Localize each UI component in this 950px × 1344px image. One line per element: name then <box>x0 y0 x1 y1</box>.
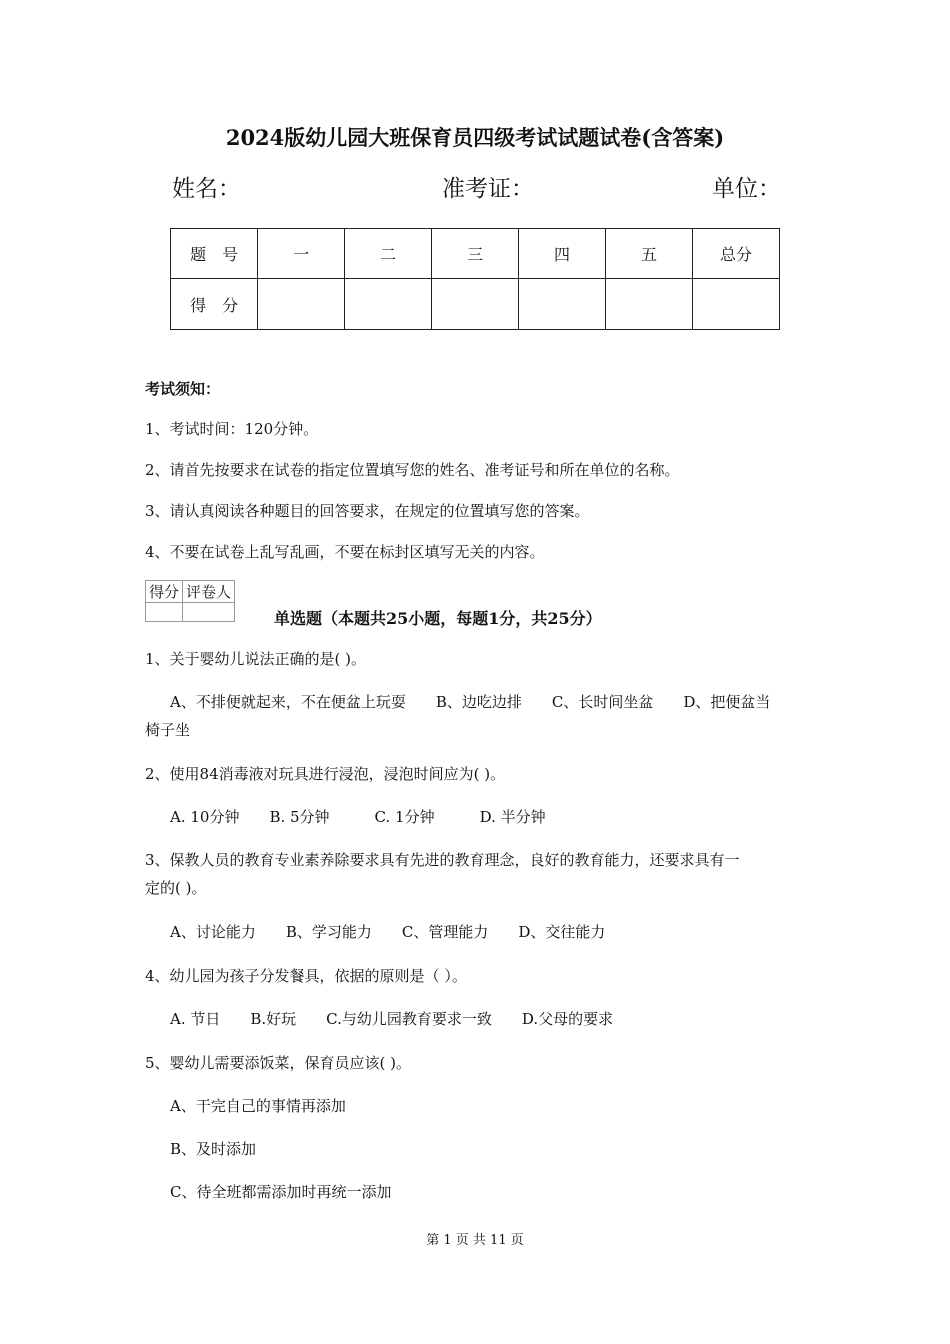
grader-box <box>145 580 235 622</box>
name-field-label: 姓名： <box>172 176 241 202</box>
header-cell-2: 二 <box>345 229 432 279</box>
notice-heading: 考试须知： <box>145 380 221 398</box>
score-cell[interactable] <box>692 279 779 330</box>
score-row-label: 得 分 <box>171 279 258 330</box>
header-cell-total: 总分 <box>692 229 779 279</box>
header-cell-5: 五 <box>606 229 693 279</box>
score-table <box>170 228 780 330</box>
question-3-options: A、讨论能力 B、学习能力 C、管理能力 D、交往能力 <box>170 923 606 941</box>
notice-item: 3、请认真阅读各种题目的回答要求，在规定的位置填写您的答案。 <box>145 502 590 520</box>
header-cell-1: 一 <box>258 229 345 279</box>
question-2-stem: 2、使用84消毒液对玩具进行浸泡，浸泡时间应为( )。 <box>145 765 506 783</box>
question-3-stem-cont: 定的( )。 <box>145 879 207 897</box>
grader-score-label: 得分 <box>146 581 183 603</box>
grader-reviewer-label: 评卷人 <box>183 581 235 603</box>
grader-reviewer-cell[interactable] <box>183 603 235 622</box>
question-2-options: A. 10分钟 B. 5分钟 C. 1分钟 D. 半分钟 <box>170 808 546 826</box>
header-cell-3: 三 <box>432 229 519 279</box>
score-cell[interactable] <box>345 279 432 330</box>
score-cell[interactable] <box>432 279 519 330</box>
question-5-stem: 5、婴幼儿需要添饭菜，保育员应该( )。 <box>145 1054 412 1072</box>
question-3-stem: 3、保教人员的教育专业素养除要求具有先进的教育理念，良好的教育能力，还要求具有一 <box>145 851 740 869</box>
question-4-stem: 4、幼儿园为孩子分发餐具，依据的原则是（ ）。 <box>145 967 467 985</box>
score-table-score-row <box>171 279 780 330</box>
question-1-options: A、不排便就起来，不在便盆上玩耍 B、边吃边排 C、长时间坐盆 D、把便盆当 <box>170 693 771 711</box>
score-cell[interactable] <box>519 279 606 330</box>
question-1-stem: 1、关于婴幼儿说法正确的是( )。 <box>145 650 367 668</box>
score-table-header-row <box>171 229 780 279</box>
document-title: 2024版幼儿园大班保育员四级考试试题试卷(含答案) <box>225 125 725 150</box>
notice-item: 1、考试时间：120分钟。 <box>145 420 319 438</box>
header-cell-4: 四 <box>519 229 606 279</box>
exam-id-field-label: 准考证： <box>442 176 534 202</box>
question-4-options: A. 节日 B.好玩 C.与幼儿园教育要求一致 D.父母的要求 <box>170 1010 614 1028</box>
page-footer: 第 1 页 共 11 页 <box>426 1233 524 1248</box>
unit-field-label: 单位： <box>712 176 781 202</box>
grader-score-cell[interactable] <box>146 603 183 622</box>
notice-item: 4、不要在试卷上乱写乱画，不要在标封区填写无关的内容。 <box>145 543 545 561</box>
question-5-option-c: C、待全班都需添加时再统一添加 <box>170 1183 392 1201</box>
question-5-option-b: B、及时添加 <box>170 1140 257 1158</box>
section-title: 单选题（本题共25小题，每题1分，共25分） <box>274 609 602 628</box>
score-cell[interactable] <box>258 279 345 330</box>
question-1-options-cont: 椅子坐 <box>145 721 191 739</box>
score-cell[interactable] <box>606 279 693 330</box>
question-5-option-a: A、干完自己的事情再添加 <box>170 1097 346 1115</box>
notice-item: 2、请首先按要求在试卷的指定位置填写您的姓名、准考证号和所在单位的名称。 <box>145 461 680 479</box>
header-cell-question-no: 题 号 <box>171 229 258 279</box>
